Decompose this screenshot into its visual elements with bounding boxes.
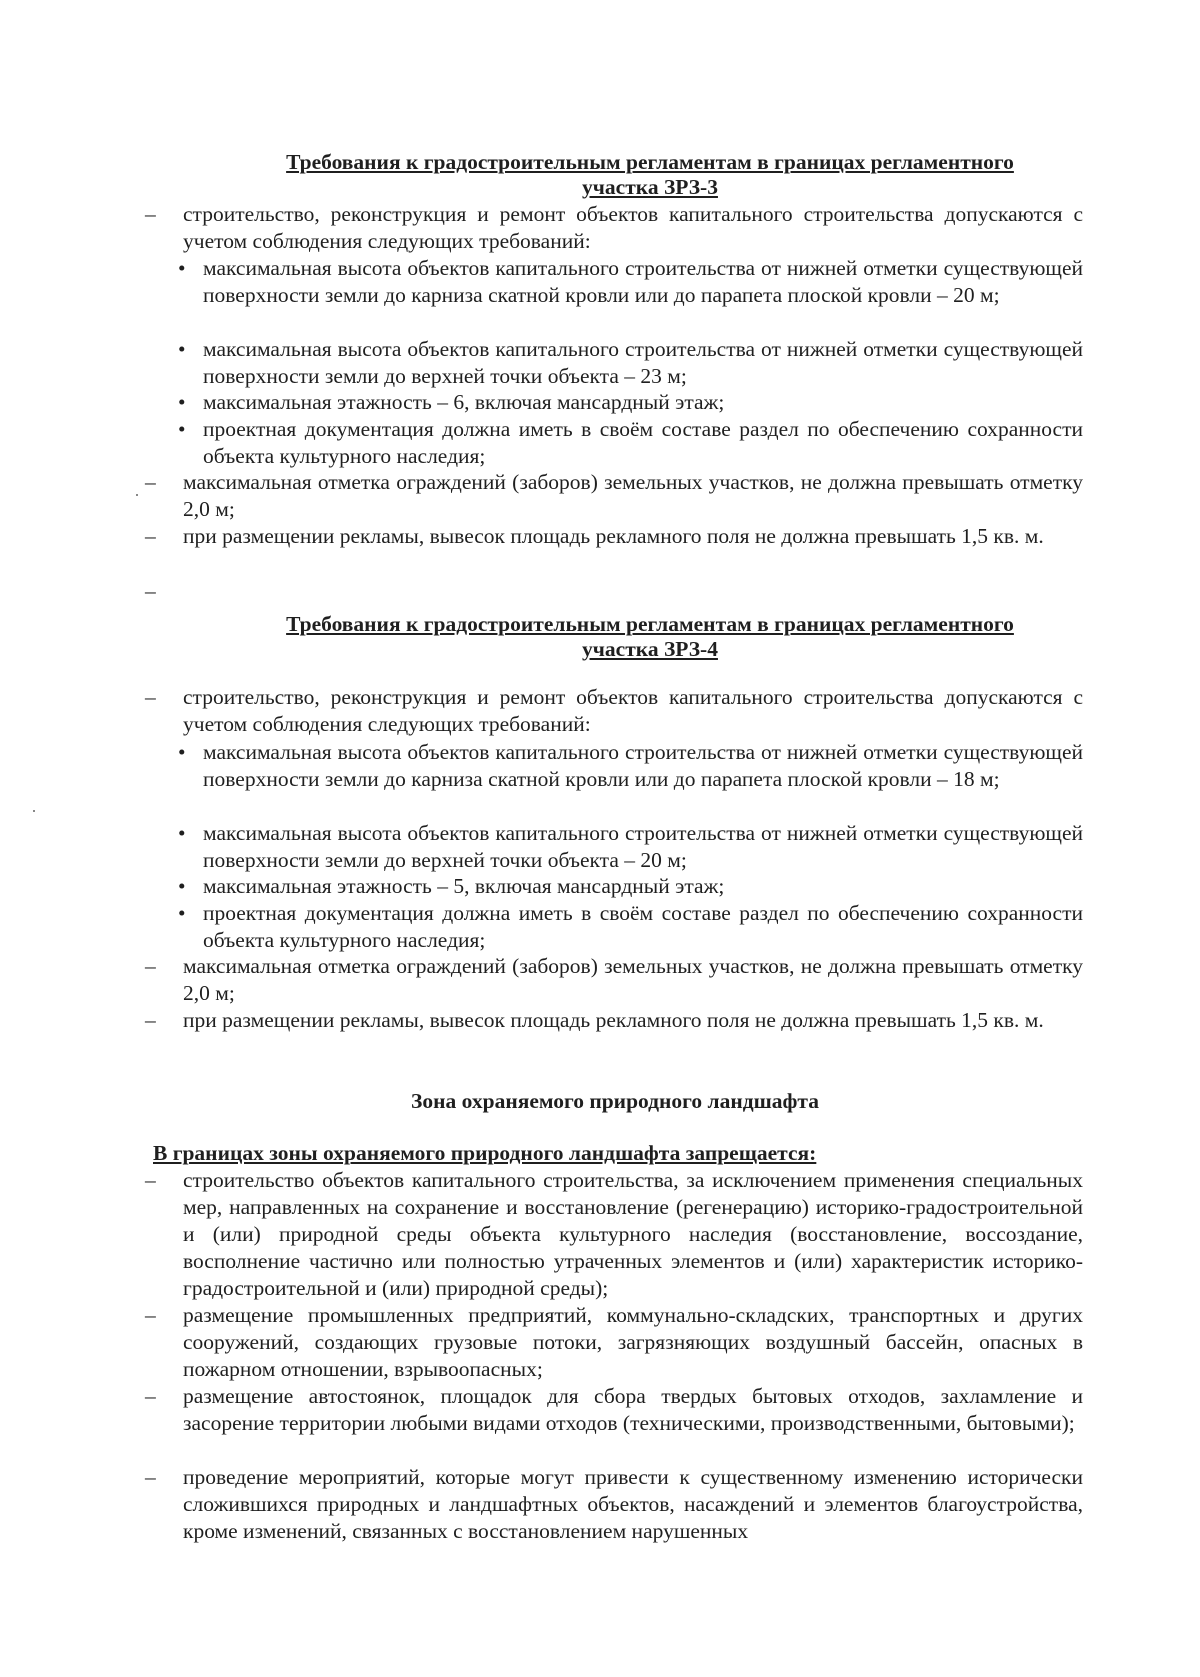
list-item: размещение автостоянок, площадок для сбора твердых бытовых отходов, захламление и засорение территории любыми видами отходов (техническими, производственными, бытовыми);	[183, 1384, 1083, 1435]
list-item: максимальная высота объектов капитального строительства от нижней отметки существующей поверхности земли до верхней точки объекта – 20 м;	[203, 821, 1083, 872]
dash-marker: –	[145, 1168, 156, 1192]
bullet-marker: •	[178, 901, 186, 925]
bullet-marker: •	[178, 256, 186, 280]
bullet-marker: •	[178, 740, 186, 764]
dash-marker: –	[145, 954, 156, 978]
list-item: максимальная отметка ограждений (заборов) земельных участков, не должна превышать отметку 2,0 м;	[183, 470, 1083, 521]
dash-marker: –	[145, 685, 156, 709]
list-item: строительство, реконструкция и ремонт объектов капитального строительства допускаются с учетом соблюдения следующих требований:	[183, 202, 1083, 253]
section-heading-zrz3	[220, 150, 1080, 200]
list-item: максимальная высота объектов капитального строительства от нижней отметки существующей поверхности земли до карниза скатной кровли или до парапета плоской кровли – 20 м;	[203, 256, 1083, 307]
dash-marker: –	[145, 202, 156, 226]
section-heading-line: участка ЗРЗ-4	[582, 637, 718, 661]
dash-marker: –	[145, 1008, 156, 1032]
bullet-marker: •	[178, 874, 186, 898]
bullet-marker: •	[178, 417, 186, 441]
list-item: строительство, реконструкция и ремонт объектов капитального строительства допускаются с учетом соблюдения следующих требований:	[183, 685, 1083, 736]
list-item: проведение мероприятий, которые могут привести к существенному изменению исторически сложившихся природных и ландшафтных объектов, насаждений и элементов благоустройства, кроме изменений, связанных с восстановлением нарушенных	[183, 1465, 1083, 1543]
dash-marker: –	[145, 470, 156, 494]
list-item: при размещении рекламы, вывесок площадь рекламного поля не должна превышать 1,5 кв. м.	[183, 1008, 1044, 1032]
list-item: максимальная этажность – 6, включая мансардный этаж;	[203, 390, 725, 414]
list-item: максимальная этажность – 5, включая мансардный этаж;	[203, 874, 725, 898]
dash-marker: –	[145, 524, 156, 548]
dash-marker: –	[145, 1303, 156, 1327]
list-item: размещение промышленных предприятий, коммунально-складских, транспортных и других сооружений, создающих грузовые потоки, загрязняющих воздушный бассейн, опасных в пожарном отношении, взрывоопасных;	[183, 1303, 1083, 1381]
list-item: при размещении рекламы, вывесок площадь рекламного поля не должна превышать 1,5 кв. м.	[183, 524, 1044, 548]
dash-marker: –	[145, 579, 156, 603]
list-item: максимальная отметка ограждений (заборов) земельных участков, не должна превышать отметку 2,0 м;	[183, 954, 1083, 1005]
dash-marker: –	[145, 1465, 156, 1489]
bullet-marker: •	[178, 337, 186, 361]
scan-speck	[33, 810, 35, 812]
zone-title: Зона охраняемого природного ландшафта	[411, 1089, 819, 1113]
section-heading-line: участка ЗРЗ-3	[582, 175, 718, 199]
list-item: строительство объектов капитального строительства, за исключением применения специальных мер, направленных на сохранение и восстановление (регенерацию) историко-градостроительной и (или) природной среды объекта культурного наследия (восстановление, воссоздание, восполнение частично или полностью утраченных элементов и (или) характеристик историко-градостроительной и (или) природной среды);	[183, 1168, 1083, 1300]
bullet-marker: •	[178, 390, 186, 414]
dash-marker: –	[145, 1384, 156, 1408]
prohibition-subheading: В границах зоны охраняемого природного ландшафта запрещается:	[153, 1141, 817, 1165]
list-item: проектная документация должна иметь в своём составе раздел по обеспечению сохранности объекта культурного наследия;	[203, 417, 1083, 468]
list-item: максимальная высота объектов капитального строительства от нижней отметки существующей поверхности земли до карниза скатной кровли или до парапета плоской кровли – 18 м;	[203, 740, 1083, 791]
list-item: проектная документация должна иметь в своём составе раздел по обеспечению сохранности объекта культурного наследия;	[203, 901, 1083, 952]
section-heading-line: Требования к градостроительным регламентам в границах регламентного	[286, 612, 1014, 636]
scan-speck	[136, 494, 138, 496]
section-heading-zrz4	[220, 612, 1080, 662]
section-heading-line: Требования к градостроительным регламентам в границах регламентного	[286, 150, 1014, 174]
list-item: максимальная высота объектов капитального строительства от нижней отметки существующей поверхности земли до верхней точки объекта – 23 м;	[203, 337, 1083, 388]
bullet-marker: •	[178, 821, 186, 845]
